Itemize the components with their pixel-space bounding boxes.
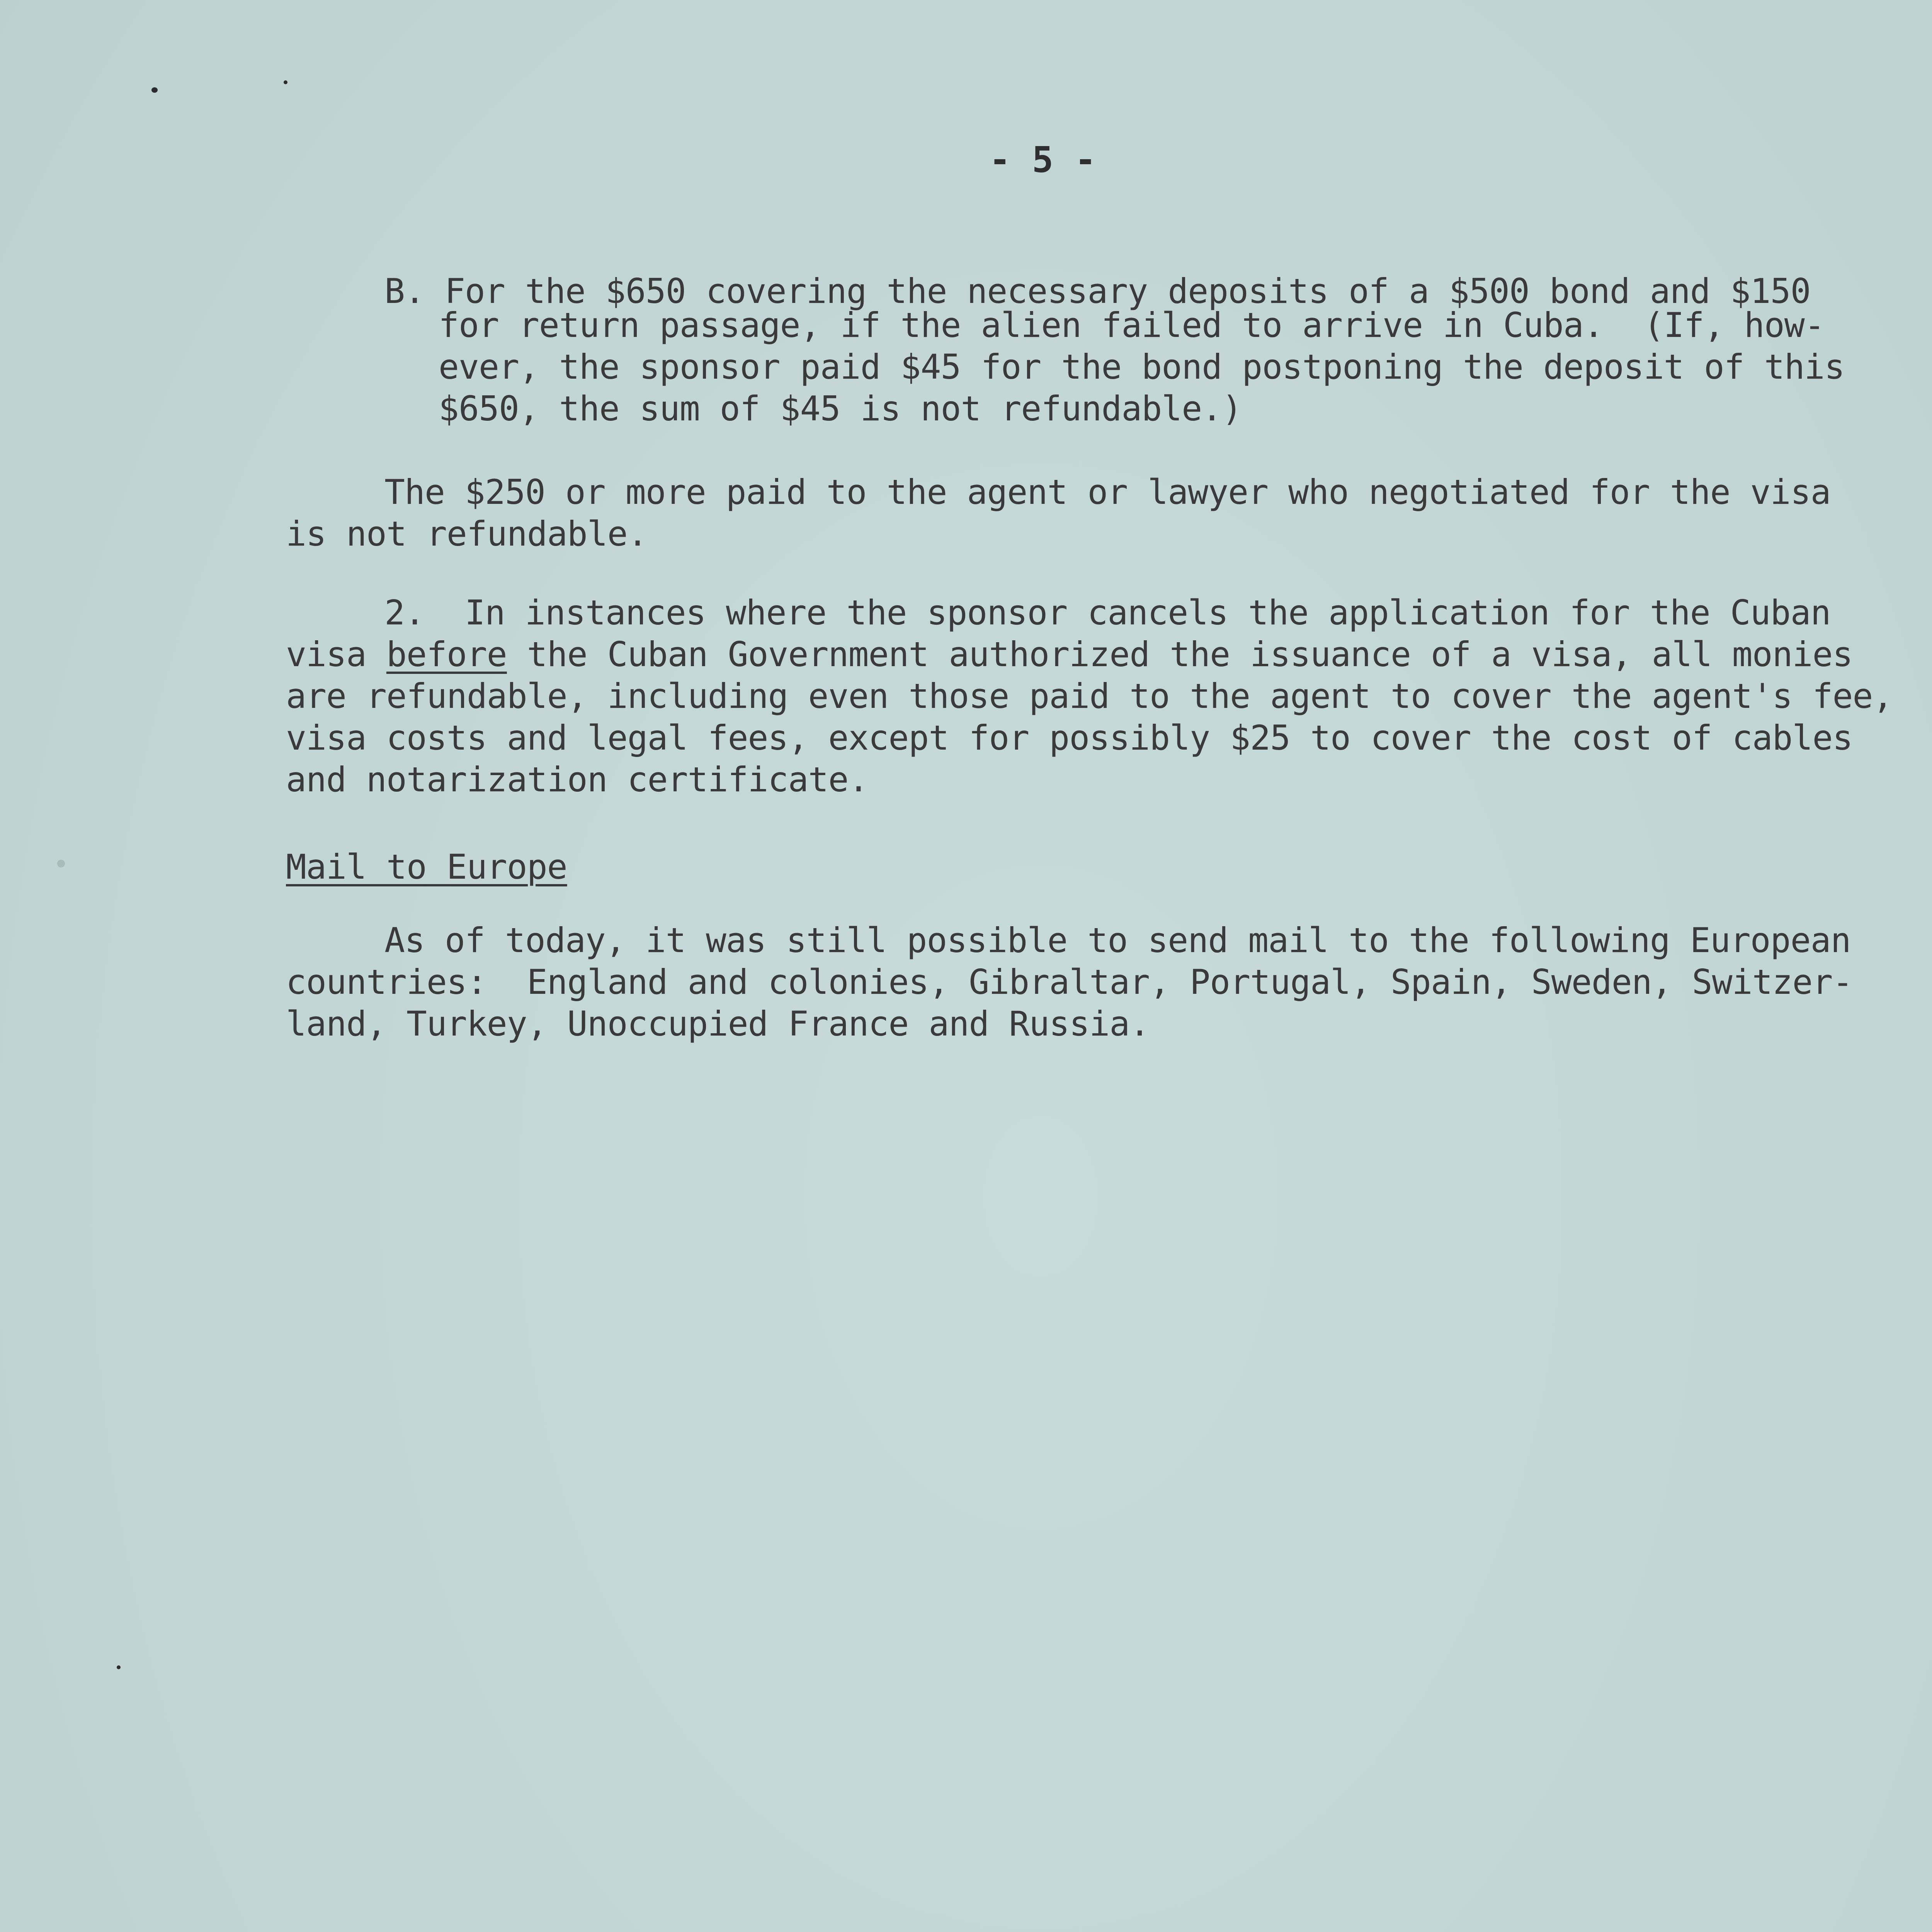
paper-speck bbox=[57, 860, 65, 867]
section-b-line: B. For the $650 covering the necessary deposits of a $500 bond and $150 bbox=[384, 271, 1811, 311]
section-heading-mail-to-europe: Mail to Europe bbox=[286, 847, 567, 887]
paragraph-line: land, Turkey, Unoccupied France and Russia. bbox=[286, 1004, 1150, 1044]
paragraph-text: visa bbox=[286, 634, 386, 674]
paper-speck bbox=[117, 1665, 121, 1669]
paragraph-text: the Cuban Government authorized the issuance of a visa, all monies bbox=[507, 634, 1853, 674]
paragraph-line: countries: England and colonies, Gibraltar, Portugal, Spain, Sweden, Switzer- bbox=[286, 962, 1853, 1002]
paragraph-line: is not refundable. bbox=[286, 514, 648, 554]
paragraph-line: The $250 or more paid to the agent or lawyer who negotiated for the visa bbox=[384, 472, 1831, 512]
paragraph-line: visa costs and legal fees, except for possibly $25 to cover the cost of cables bbox=[286, 718, 1853, 758]
page-number: - 5 - bbox=[989, 139, 1096, 180]
section-b-line: for return passage, if the alien failed to arrive in Cuba. (If, how- bbox=[439, 305, 1825, 345]
section-b-line: ever, the sponsor paid $45 for the bond postponing the deposit of this bbox=[439, 347, 1845, 387]
paragraph-line bbox=[286, 634, 1853, 675]
section-b-line: $650, the sum of $45 is not refundable.) bbox=[439, 389, 1242, 429]
paragraph-line: As of today, it was still possible to send mail to the following European bbox=[384, 920, 1851, 960]
paragraph-line: and notarization certificate. bbox=[286, 760, 869, 799]
emphasis-before: before bbox=[386, 634, 507, 674]
paragraph-line: 2. In instances where the sponsor cancels the application for the Cuban bbox=[384, 593, 1831, 633]
paragraph-line: are refundable, including even those paid to the agent to cover the agent's fee, bbox=[286, 676, 1893, 716]
